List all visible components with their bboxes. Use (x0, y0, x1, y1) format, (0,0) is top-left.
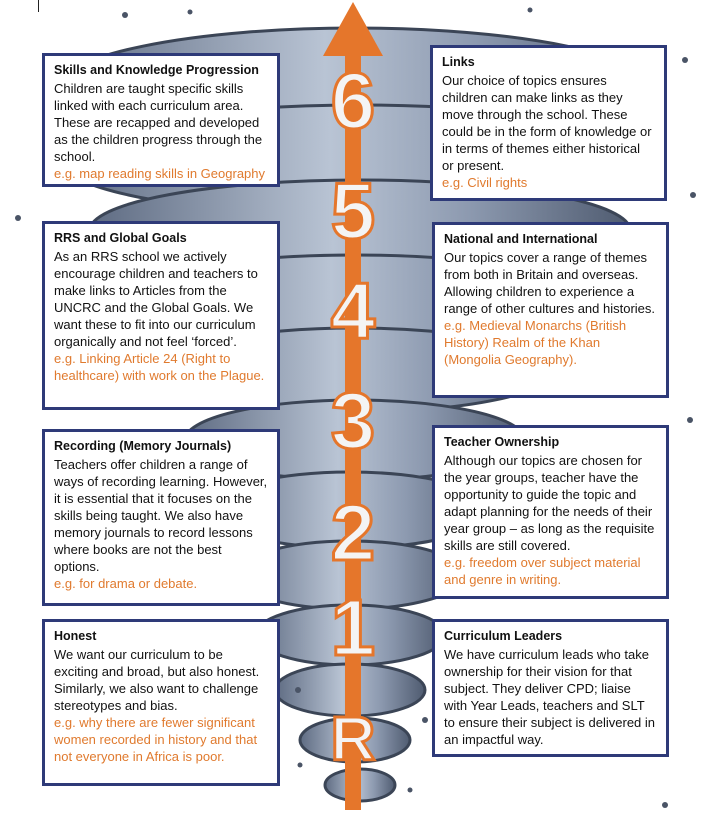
box-title: Skills and Knowledge Progression (54, 63, 259, 77)
box-body: As an RRS school we actively encourage children and teachers to make links to Articles from the UNCRC and the Global Goals. We want these to fit into our curriculum organically and not feel ‘forced’. (54, 249, 258, 349)
ladder-number-2: 2 (330, 488, 376, 577)
box-title: Recording (Memory Journals) (54, 439, 232, 453)
box-body: Our choice of topics ensures children can make links as they move through the school. These could be in the form of knowledge or in terms of themes either historical or present. (442, 73, 652, 173)
recording-journals-box (42, 429, 280, 606)
box-title: RRS and Global Goals (54, 231, 187, 245)
box-title: Links (442, 55, 475, 69)
box-example: e.g. map reading skills in Geography (54, 166, 266, 181)
box-body: We want our curriculum to be exciting and broad, but also honest. Similarly, we also want to challenge stereotypes and bias. (54, 647, 260, 713)
honest-box (42, 619, 280, 786)
ladder-number-6: 6 (330, 56, 376, 145)
box-body: Teachers offer children a range of ways of recording learning. However, it is essential that it focuses on the skills being taught. We also have memory journals to record lessons where books are not the best options. (54, 457, 268, 574)
box-body: We have curriculum leads who take ownership for their vision for that subject. They deliver CPD; liaise with Year Leads, teachers and SLT to ensure their subject is delivered in an impactful way. (444, 647, 656, 747)
skills-progression-box (42, 53, 280, 187)
box-example: e.g. Linking Article 24 (Right to healthcare) with work on the Plague. (54, 351, 265, 383)
ladder-number-3: 3 (330, 376, 376, 465)
box-example: e.g. why there are fewer significant women recorded in history and that not everyone in Africa is poor. (54, 715, 258, 764)
curriculum-leaders-box (432, 619, 669, 757)
box-title: Teacher Ownership (444, 435, 560, 449)
box-body: Although our topics are chosen for the year groups, teacher have the opportunity to guide the topic and adapt planning for the needs of their year group – as long as the requisite skills are still covered. (444, 453, 655, 553)
box-title: National and International (444, 232, 598, 246)
ladder-number-4: 4 (330, 266, 376, 355)
ladder-number-5: 5 (330, 166, 376, 255)
box-example: e.g. for drama or debate. (54, 576, 198, 591)
box-example: e.g. Civil rights (442, 175, 528, 190)
box-body: Our topics cover a range of themes from both in Britain and overseas. Allowing children to experience a range of other cultures and histories. (444, 250, 656, 316)
links-box (430, 45, 667, 201)
national-international-box (432, 222, 669, 398)
box-example: e.g. Medieval Monarchs (British History) Realm of the Khan (Mongolia Geography). (444, 318, 627, 367)
rrs-global-goals-box (42, 221, 280, 410)
box-example: e.g. freedom over subject material and genre in writing. (444, 555, 641, 587)
teacher-ownership-box (432, 425, 669, 599)
box-title: Honest (54, 629, 97, 643)
box-title: Curriculum Leaders (444, 629, 563, 643)
ladder-number-r: R (330, 705, 376, 774)
box-body: Children are taught specific skills linked with each curriculum area. These are recapped and developed as the children progress through the school. (54, 81, 263, 164)
ladder-number-1: 1 (330, 583, 376, 672)
